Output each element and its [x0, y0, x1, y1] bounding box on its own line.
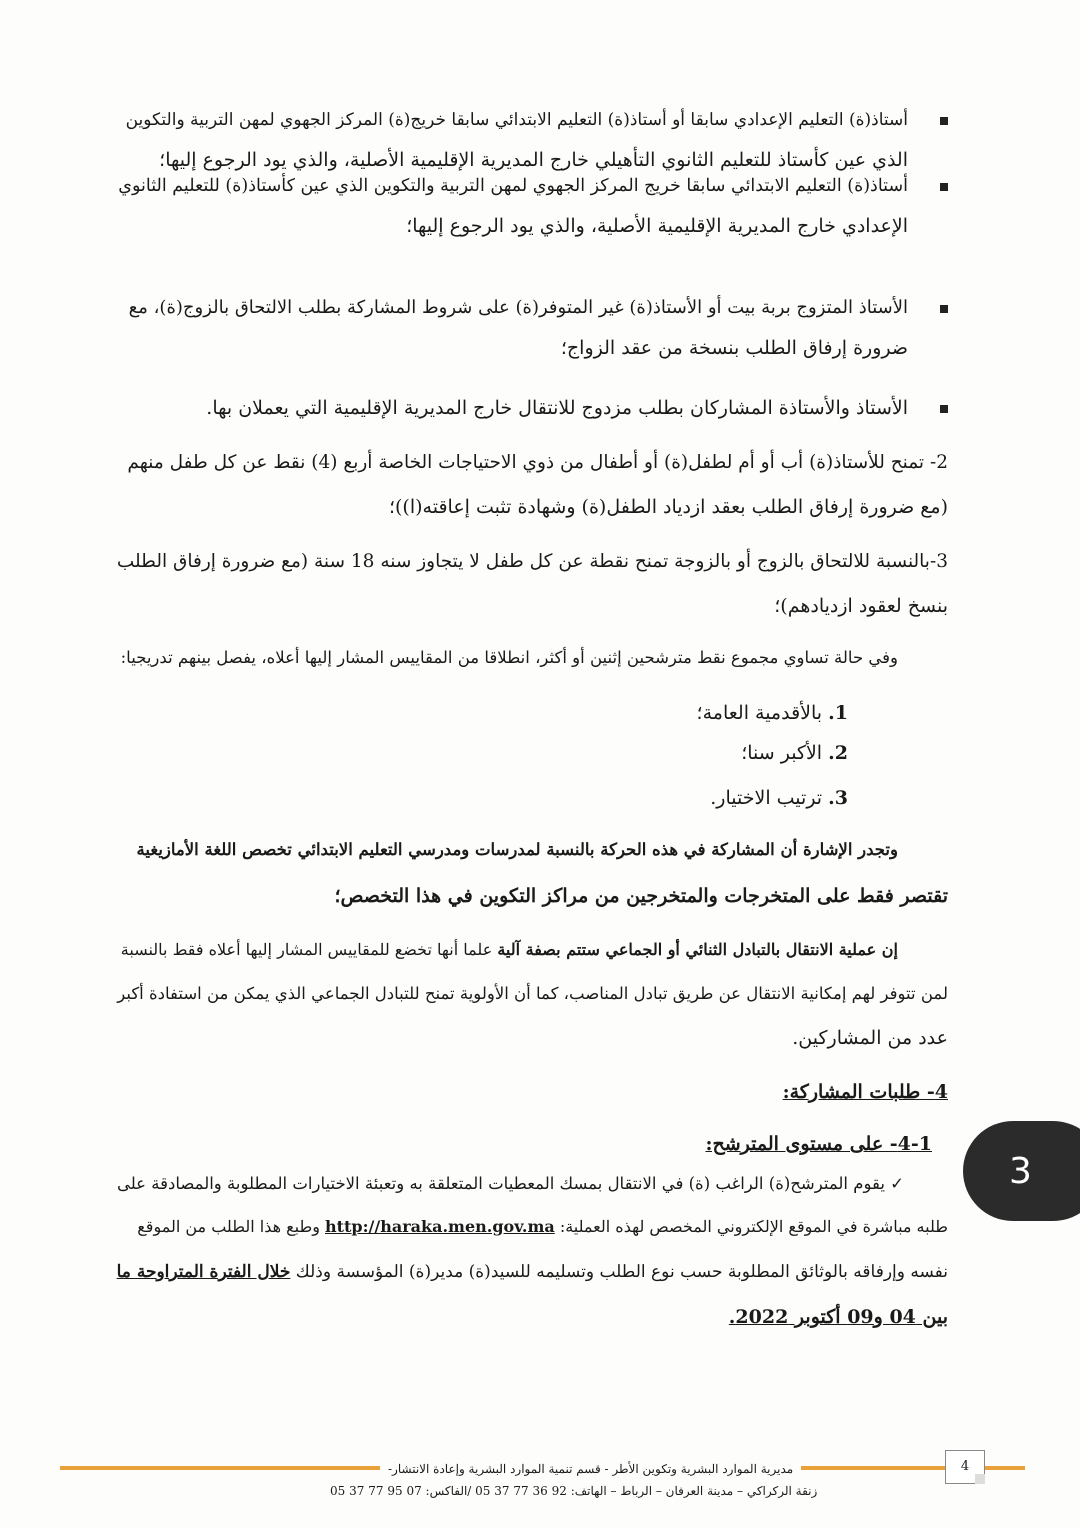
candidate-text-2a: طلبه مباشرة في الموقع الإلكتروني المخصص لهذه العملية:	[554, 1217, 948, 1236]
bullet-1-line-2: الذي عين كأستاذ للتعليم الثانوي التأهيلي خارج المديرية الإقليمية الأصلية، والذي يود الرجوع إليها؛	[159, 149, 908, 171]
candidate-text-3a: نفسه وإرفاقه بالوثائق المطلوبة حسب نوع الطلب وتسليمه للسيد(ة) مدير(ة) المؤسسة وذلك	[290, 1262, 948, 1282]
candidate-line-1	[117, 1164, 904, 1204]
bullet-marker	[940, 405, 948, 413]
para-3-line-2: بنسخ لعقود ازديادهم)؛	[774, 595, 948, 617]
tie-item-number: 2.	[828, 742, 848, 764]
para-2-line-2: (مع ضرورة إرفاق الطلب بعقد ازدياد الطفل(ة) وشهادة تثبت إعاقته(ا))؛	[388, 496, 948, 518]
section-4-title: 4- طلبات المشاركة:	[782, 1081, 948, 1103]
checkmark-icon: ✓	[890, 1174, 904, 1193]
bullet-3-line-2: ضرورة إرفاق الطلب بنسخة من عقد الزواج؛	[560, 337, 908, 359]
period-emphasis: خلال الفترة المتراوحة ما	[116, 1262, 291, 1282]
bullet-3-line-1: الأستاذ المتزوج بربة بيت أو الأستاذ(ة) غير المتوفر(ة) على شروط المشاركة بطلب الالتحاق بالزوج(ة)، مع	[128, 297, 908, 318]
exchange-line-3: عدد من المشاركين.	[792, 1027, 948, 1049]
page-indicator-number: 3	[1009, 1151, 1032, 1192]
section-4-1-title: 4-1- على مستوى المترشح:	[705, 1133, 932, 1155]
tie-item-2	[741, 733, 848, 773]
page-indicator-overlay[interactable]	[963, 1121, 1080, 1221]
tie-item-number: 3.	[828, 787, 848, 809]
footer-line-2: زنقة الركراكي – مدينة العرفان – الرباط – الهاتف: 92 36 77 37 05 /الفاكس: 07 95 77 37 05	[330, 1484, 818, 1498]
exchange-bold: إن عملية الانتقال بالتبادل الثنائي أو الجماعي ستتم بصفة آلية	[497, 940, 898, 959]
footer-line-1: مديرية الموارد البشرية وتكوين الأطر - قسم تنمية الموارد البشرية وإعادة الانتشار-	[380, 1462, 801, 1476]
bullet-marker	[940, 183, 948, 191]
candidate-line-3	[117, 1252, 948, 1292]
bullet-4-line-1: الأستاذ والأستاذة المشاركان بطلب مزدوج للانتقال خارج المديرية الإقليمية التي يعملان بها.	[206, 397, 908, 419]
amazigh-line-1: وتجدر الإشارة أن المشاركة في هذه الحركة بالنسبة لمدرسات ومدرسي التعليم الابتدائي تخصص اللغة الأمازيغية	[136, 840, 898, 859]
tie-item-1	[697, 693, 848, 733]
bullet-marker	[940, 305, 948, 313]
para-2-line-1: 2- تمنح للأستاذ(ة) أب أو أم لطفل(ة) أو أطفال من ذوي الاحتياجات الخاصة أربع (4) نقط عن كل طفل منهم	[127, 452, 948, 473]
tie-item-text: الأكبر سنا؛	[741, 742, 823, 764]
amazigh-line-2: تقتصر فقط على المتخرجات والمتخرجين من مراكز التكوين في هذا التخصص؛	[334, 885, 948, 907]
exchange-rest: علما أنها تخضع للمقاييس المشار إليها أعلاه فقط بالنسبة	[120, 940, 498, 959]
candidate-text-2b: وطبع هذا الطلب من الموقع	[137, 1217, 325, 1236]
candidate-line-4: بين 04 و09 أكتوبر 2022.	[728, 1306, 948, 1328]
website-link[interactable]: http://haraka.men.gov.ma	[325, 1217, 555, 1236]
candidate-text-1: يقوم المترشح(ة) الراغب (ة) في الانتقال بمسك المعطيات المتعلقة به وتعبئة الاختيارات المطلوبة والمصادقة على	[116, 1174, 885, 1193]
tie-item-number: 1.	[828, 702, 848, 724]
bullet-2-line-1: أستاذ(ة) التعليم الابتدائي سابقا خريج المركز الجهوي لمهن التربية والتكوين الذي عين كأستاذ(ة) للتعليم الثانوي	[118, 176, 908, 196]
page-number: 4	[945, 1450, 985, 1484]
bullet-marker	[940, 117, 948, 125]
exchange-line-1	[121, 930, 898, 970]
para-3-line-1: 3-بالنسبة للالتحاق بالزوج أو بالزوجة تمنح نقطة عن كل طفل لا يتجاوز سنه 18 سنة (مع ضرورة إرفاق الطلب	[116, 551, 948, 572]
exchange-line-2: لمن تتوفر لهم إمكانية الانتقال عن طريق تبادل المناصب، كما أن الأولوية تمنح للتبادل الجماعي الذي يمكن من استفادة أكبر	[117, 984, 948, 1003]
tie-item-text: بالأقدمية العامة؛	[696, 702, 823, 724]
bullet-2-line-2: الإعدادي خارج المديرية الإقليمية الأصلية، والذي يود الرجوع إليها؛	[406, 215, 908, 237]
bullet-1-line-1: أستاذ(ة) التعليم الإعدادي سابقا أو أستاذ(ة) التعليم الابتدائي سابقا خريج(ة) المركز الجهوي لمهن التربية والتكوين	[125, 110, 908, 130]
tie-item-3	[710, 778, 848, 818]
tie-intro: وفي حالة تساوي مجموع نقط مترشحين إثنين أو أكثر، انطلاقا من المقاييس المشار إليها أعلاه، يفصل بينهم تدريجيا:	[120, 648, 898, 667]
tie-item-text: ترتيب الاختيار.	[710, 787, 823, 809]
candidate-line-2	[137, 1207, 948, 1247]
